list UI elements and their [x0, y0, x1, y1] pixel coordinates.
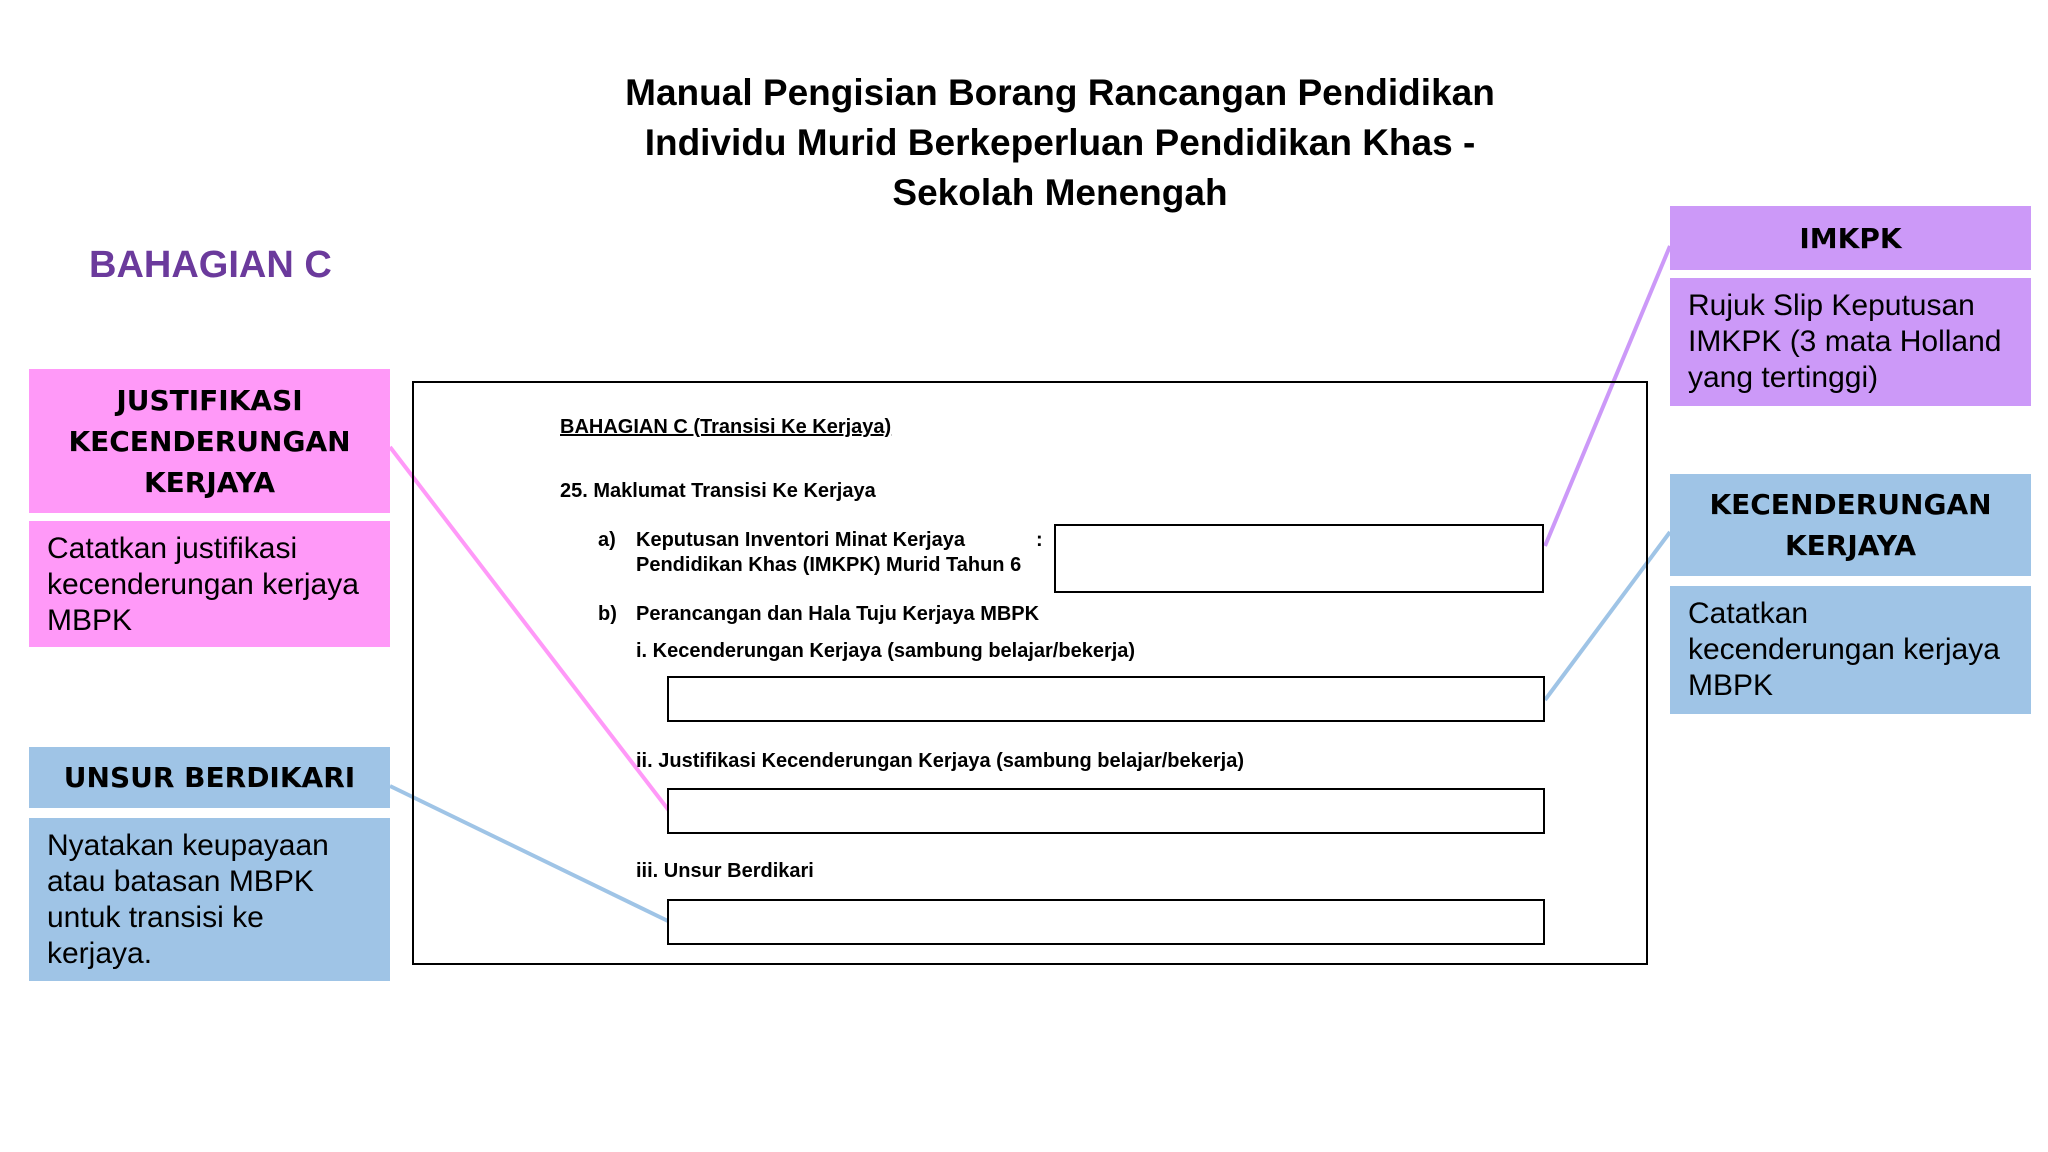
justifikasi-callout-header [29, 369, 390, 513]
imkpk-body-line: yang tertinggi) [1688, 361, 1879, 394]
item-iii-label: iii. Unsur Berdikari [636, 860, 814, 882]
title-line-1: Manual Pengisian Borang Rancangan Pendidikan [625, 72, 1495, 113]
unsur-callout-body [29, 818, 390, 981]
kecenderungan-body-line: MBPK [1688, 669, 1774, 702]
item-ii-label: ii. Justifikasi Kecenderungan Kerjaya (sambung belajar/bekerja) [636, 750, 1244, 772]
career-tendency-field[interactable] [667, 676, 1545, 722]
title-line-3: Sekolah Menengah [892, 172, 1228, 213]
kecenderungan-callout-body [1670, 586, 2031, 714]
imkpk-body-line: IMKPK (3 mata Holland [1688, 325, 2002, 358]
imkpk-callout-header [1670, 206, 2031, 270]
title-line-2: Individu Murid Berkeperluan Pendidikan Khas - [644, 122, 1476, 163]
imkpk-result-field[interactable] [1054, 524, 1544, 593]
section-label: BAHAGIAN C [89, 244, 332, 286]
item-a-marker: a) [598, 529, 616, 551]
imkpk-callout-body [1670, 278, 2031, 406]
form-heading: BAHAGIAN C (Transisi Ke Kerjaya) [560, 416, 892, 438]
kecenderungan-callout-header [1670, 474, 2031, 576]
justifikasi-header-line: JUSTIFIKASI [116, 383, 303, 417]
unsur-body-line: atau batasan MBPK [47, 865, 314, 898]
unsur-body-line: kerjaya. [47, 937, 153, 970]
item-b-label: Perancangan dan Hala Tuju Kerjaya MBPK [636, 603, 1040, 625]
imkpk-header-line: IMKPK [1799, 221, 1902, 255]
kecenderungan-body-line: kecenderungan kerjaya [1688, 633, 2000, 666]
form-frame [412, 381, 1648, 965]
item-i-label: i. Kecenderungan Kerjaya (sambung belajar/bekerja) [636, 640, 1136, 662]
item-a-label [636, 528, 1021, 578]
justifikasi-body-line: MBPK [47, 604, 133, 637]
justifikasi-callout-body [29, 521, 390, 647]
career-justification-field[interactable] [667, 788, 1545, 834]
question-25-label: 25. Maklumat Transisi Ke Kerjaya [560, 480, 876, 502]
unsur-header-line: UNSUR BERDIKARI [63, 761, 356, 794]
item-a-colon: : [1036, 529, 1043, 551]
item-b-marker: b) [598, 603, 617, 625]
unsur-body-line: Nyatakan keupayaan [47, 829, 329, 862]
unsur-callout-header [29, 747, 390, 808]
independence-field[interactable] [667, 899, 1545, 945]
kecenderungan-header-line: KECENDERUNGAN [1709, 488, 1992, 521]
justifikasi-body-line: Catatkan justifikasi [47, 532, 298, 565]
unsur-body-line: untuk transisi ke [47, 901, 264, 934]
item-a-label-line: Pendidikan Khas (IMKPK) Murid Tahun 6 [636, 554, 1022, 576]
justifikasi-header-line: KERJAYA [143, 465, 276, 499]
kecenderungan-header-line: KERJAYA [1784, 529, 1917, 562]
justifikasi-body-line: kecenderungan kerjaya [47, 568, 359, 601]
justifikasi-header-line: KECENDERUNGAN [68, 424, 351, 458]
kecenderungan-body-line: Catatkan [1688, 597, 1809, 630]
item-a-label-line: Keputusan Inventori Minat Kerjaya [636, 529, 965, 551]
imkpk-body-line: Rujuk Slip Keputusan [1688, 289, 1975, 322]
